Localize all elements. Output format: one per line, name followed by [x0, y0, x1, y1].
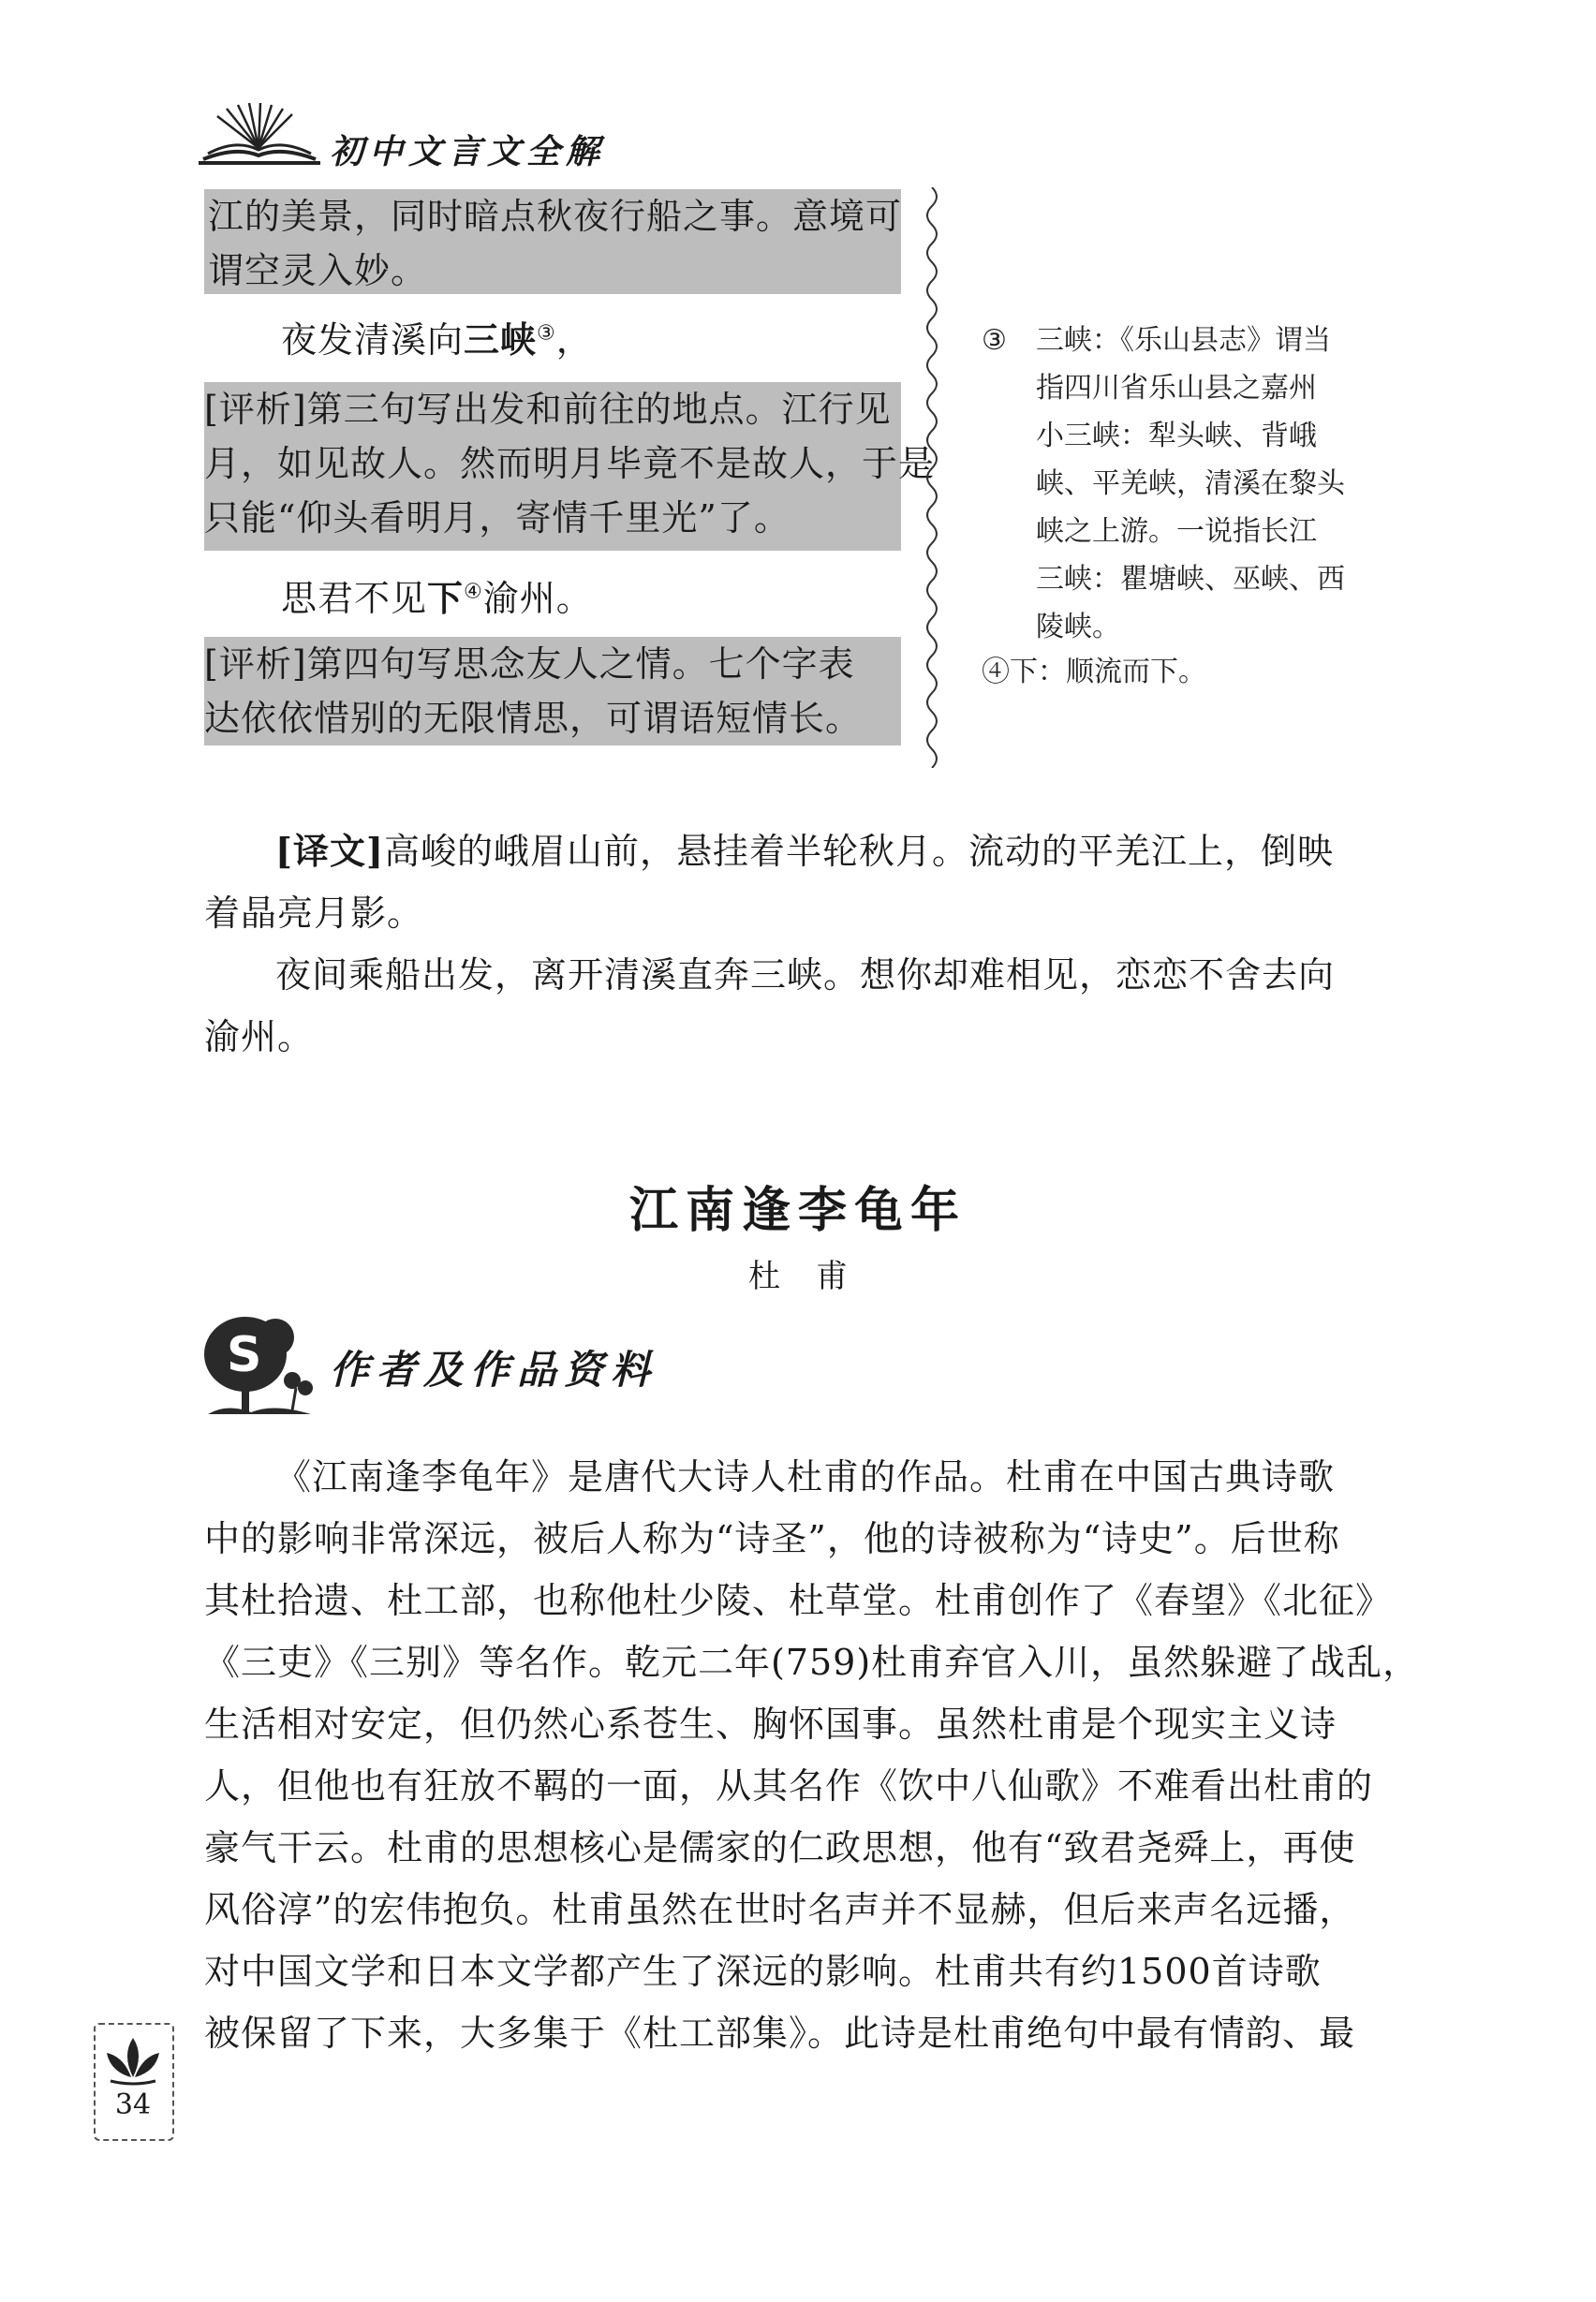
body-line: 生活相对安定，但仍然心系苍生、胸怀国事。虽然杜甫是个现实主义诗 — [204, 1704, 1337, 1745]
tree-s-icon — [199, 1309, 320, 1422]
body-line: 人，但他也有狂放不羁的一面，从其名作《饮中八仙歌》不难看出杜甫的 — [204, 1765, 1374, 1807]
body-line: 豪气干云。杜甫的思想核心是儒家的仁政思想，他有“致君尧舜上，再使 — [204, 1827, 1356, 1868]
footnote-mark: ④ — [464, 580, 483, 604]
translation-block — [204, 820, 1384, 1068]
svg-text:S: S — [227, 1327, 262, 1383]
footnote-3 — [982, 317, 1375, 651]
comment-block — [204, 189, 901, 294]
comment-text: 第三句写出发和前往的地点。江行见 — [306, 389, 892, 430]
translation-tag: [译文] — [275, 830, 384, 872]
lotus-leaf-icon — [103, 2034, 163, 2087]
header-title: 初中文言文全解 — [330, 132, 606, 171]
verse-term: 三峡 — [464, 318, 538, 361]
translation-line — [204, 820, 1384, 882]
comment-line: 只能“仰头看明月，寄情千里光”了。 — [204, 497, 791, 539]
translation-line: 夜间乘船出发，离开清溪直奔三峡。想你却难相见，恋恋不舍去向 — [275, 954, 1336, 996]
poem-verse — [281, 313, 593, 367]
footnote-text: 三峡：《乐山县志》谓当 指四川省乐山县之嘉州 小三峡：犁头峡、背峨 峡、平羌峡，清溪在黎头 峡之上游。一说指长江 三峡：瞿塘峡、巫峡、西 陵峡。 — [1036, 324, 1345, 643]
comment-line — [204, 382, 901, 436]
translation-text: 高峻的峨眉山前，悬挂着半轮秋月。流动的平羌江上，倒映 — [383, 831, 1334, 872]
comment-line: 达依依惜别的无限情思，可谓语短情长。 — [204, 698, 863, 739]
body-line: 被保留了下来，大多集于《杜工部集》。此诗是杜甫绝句中最有情韵、最 — [204, 2013, 1356, 2054]
page-number: 34 — [114, 2088, 152, 2121]
comment-block — [204, 637, 901, 745]
section-title: 作者及作品资料 — [330, 1347, 658, 1393]
body-line: 其杜拾遗、杜工部，也称他杜少陵、杜草堂。杜甫创作了《春望》《北征》 — [204, 1580, 1393, 1621]
footnote-mark: ③ — [537, 321, 556, 346]
footnote-4: ④下：顺流而下。 — [982, 656, 1206, 688]
body-line: 风俗淳”的宏伟抱负。杜甫虽然在世时名声并不显赫，但后来声名远播， — [204, 1889, 1356, 1930]
translation-line: 着晶亮月影。 — [204, 893, 424, 934]
wavy-divider — [918, 187, 946, 768]
body-text — [204, 1446, 1420, 2064]
comment-tag: [评析] — [204, 389, 307, 430]
body-line: 中的影响非常深远，被后人称为“诗圣”，他的诗被称为“诗史”。后世称 — [204, 1518, 1340, 1559]
comment-line: 月，如见故人。然而明月毕竟不是故人，于是 — [204, 443, 936, 484]
open-book-icon — [199, 101, 320, 167]
verse-text: ， — [555, 319, 593, 361]
comment-line — [204, 637, 901, 691]
comment-line: 谓空灵入妙。 — [208, 250, 428, 291]
body-line: 《江南逢李龟年》是唐代大诗人杜甫的作品。杜甫在中国古典诗歌 — [275, 1456, 1336, 1498]
verse-text: 夜发清溪向 — [281, 319, 465, 361]
comment-block — [204, 382, 936, 551]
comment-text: 第四句写思念友人之情。七个字表 — [306, 643, 855, 685]
comment-tag: [评析] — [204, 643, 307, 685]
body-line: 对中国文学和日本文学都产生了深远的影响。杜甫共有约1500首诗歌 — [204, 1951, 1322, 1992]
comment-line: 江的美景，同时暗点秋夜行船之事。意境可 — [208, 196, 903, 237]
poem-author: 杜甫 — [748, 1258, 883, 1295]
translation-line: 渝州。 — [204, 1016, 315, 1057]
poem-title: 江南逢李龟年 — [628, 1182, 967, 1239]
body-line: 《三吏》《三别》等名作。乾元二年(759)杜甫弃官入川，虽然躲避了战乱， — [204, 1642, 1420, 1683]
verse-text: 渝州。 — [482, 578, 593, 619]
verse-term: 下 — [427, 577, 465, 619]
footnote-number: ③ — [982, 324, 1007, 357]
verse-text: 思君不见 — [281, 578, 428, 619]
poem-verse — [281, 571, 593, 626]
